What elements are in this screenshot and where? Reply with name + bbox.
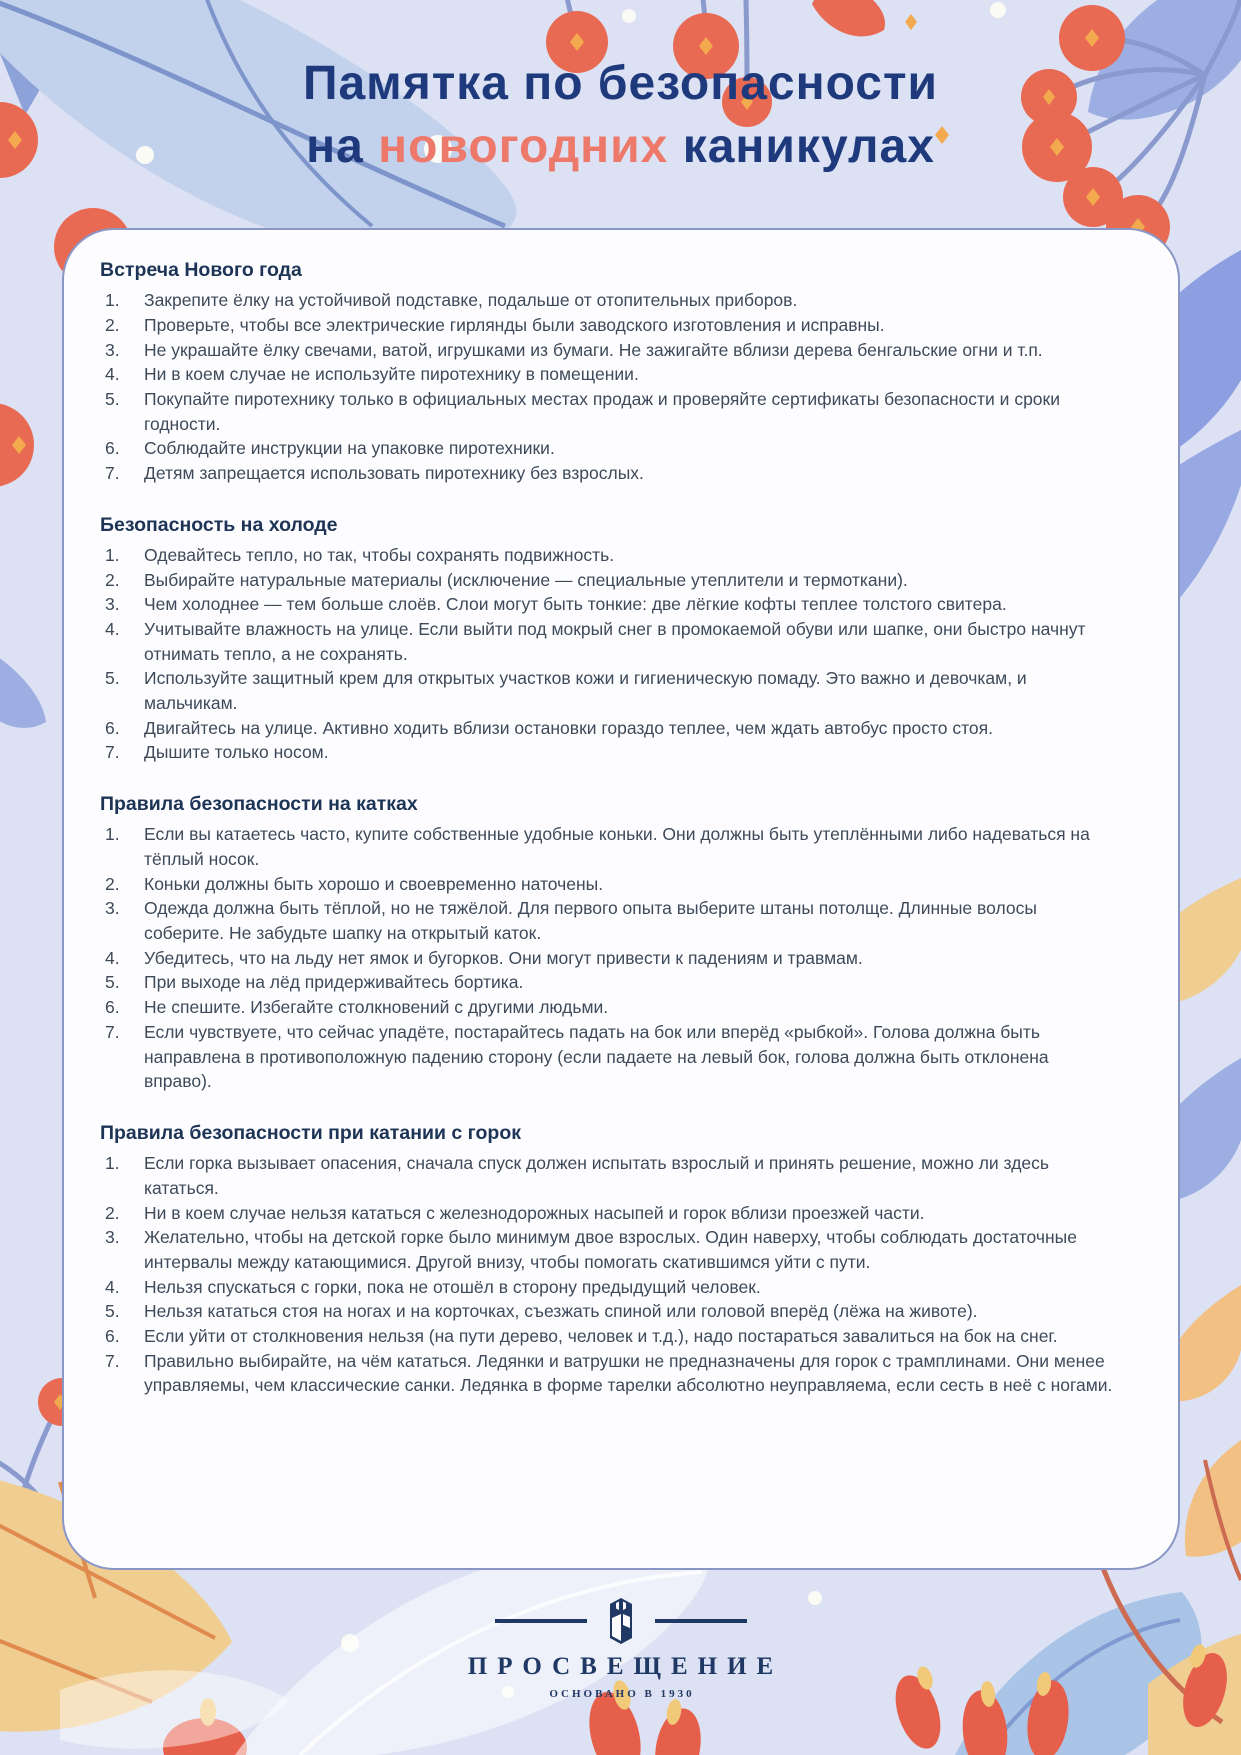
rules-section: [100, 1121, 1120, 1398]
rule-text: При выходе на лёд придерживайтесь бортика.: [144, 972, 524, 993]
section-heading: Правила безопасности на катках: [100, 793, 418, 816]
rule-text: Правильно выбирайте, на чём кататься. Ледянки и ватрушки не предназначены для горок с трамплинами. Они менее управляемы, чем классические санки. Ледянка в форме тарелки абсолютно неуправляема, если сесть в неё с ногами.: [144, 1350, 1113, 1396]
rule-number: 7.: [105, 463, 120, 484]
rule-item: [100, 666, 1120, 715]
rules-list: [100, 822, 1120, 1093]
rule-item: [100, 1201, 1120, 1226]
rule-text: Если горка вызывает опасения, сначала спуск должен испытать взрослый и принять решение, можно ли здесь кататься.: [144, 1153, 1050, 1198]
rule-number: 7.: [105, 742, 120, 763]
rule-item: [100, 362, 1120, 387]
rule-text: Нельзя спускаться с горки, пока не отошёл в сторону предыдущий человек.: [144, 1276, 761, 1297]
title-highlight: новогодних: [378, 120, 669, 174]
rule-item: [100, 740, 1120, 765]
rule-number: 4.: [105, 947, 120, 968]
rule-number: 1.: [105, 290, 120, 311]
rule-text: Если уйти от столкновения нельзя (на пути дерево, человек и т.д.), надо постараться завалиться на бок на снег.: [144, 1325, 1058, 1346]
rule-text: Коньки должны быть хорошо и своевременно наточены.: [144, 873, 604, 894]
rule-item: [100, 313, 1120, 338]
rule-number: 2.: [105, 569, 120, 590]
rule-item: [100, 592, 1120, 617]
rule-text: Убедитесь, что на льду нет ямок и бугорков. Они могут привести к падениям и травмам.: [144, 947, 863, 968]
rule-item: [100, 568, 1120, 593]
rule-number: 2.: [105, 1202, 120, 1223]
rule-item: [100, 716, 1120, 741]
rule-number: 4.: [105, 619, 120, 640]
rule-number: 7.: [105, 1350, 120, 1371]
publisher-book-icon: [602, 1598, 640, 1644]
rule-number: 6.: [105, 438, 120, 459]
rule-item: [100, 1225, 1120, 1274]
rule-text: Используйте защитный крем для открытых участков кожи и гигиеническую помаду. Это важно и девочкам, и мальчикам.: [144, 668, 1027, 714]
rule-item: [100, 1020, 1120, 1094]
rule-number: 3.: [105, 1227, 120, 1248]
rule-number: 2.: [105, 315, 120, 336]
rule-number: 3.: [105, 339, 120, 360]
rule-number: 4.: [105, 1276, 120, 1297]
section-heading: Безопасность на холоде: [100, 513, 338, 536]
rule-number: 1.: [105, 1153, 120, 1174]
title-line-2: [0, 119, 1241, 174]
rule-text: Проверьте, чтобы все электрические гирлянды были заводского изготовления и исправны.: [144, 315, 885, 336]
rule-text: Ни в коем случае нельзя кататься с железнодорожных насыпей и горок вблизи проезжей части.: [144, 1202, 925, 1223]
rule-item: [100, 896, 1120, 945]
rule-number: 6.: [105, 997, 120, 1018]
rule-item: [100, 970, 1120, 995]
rule-text: Чем холоднее — тем больше слоёв. Слои могут быть тонкие: две лёгкие кофты теплее толстого свитера.: [144, 594, 1007, 615]
rule-number: 2.: [105, 873, 120, 894]
rule-item: [100, 617, 1120, 666]
rule-item: [100, 461, 1120, 486]
rule-item: [100, 946, 1120, 971]
section-heading: Встреча Нового года: [100, 259, 302, 281]
rule-number: 5.: [105, 972, 120, 993]
rule-text: Двигайтесь на улице. Активно ходить вблизи остановки гораздо теплее, чем ждать автобус просто стоя.: [144, 717, 993, 738]
content-card: [62, 228, 1180, 1570]
page-title: [0, 56, 1241, 174]
rule-number: 3.: [105, 594, 120, 615]
publisher-name: ПРОСВЕЩЕНИЕ: [467, 1653, 784, 1680]
title-line-1: Памятка по безопасности: [302, 57, 939, 110]
rule-text: Желательно, чтобы на детской горке было минимум двое взрослых. Один наверху, чтобы соблюдать достаточные интервалы между катающимися. Другой внизу, чтобы помогать скатившимся уйти с пути.: [144, 1227, 1077, 1272]
rules-list: [100, 1151, 1120, 1398]
rule-number: 5.: [105, 1301, 120, 1322]
rules-section: [100, 792, 1120, 1094]
rule-item: [100, 288, 1120, 313]
rule-text: Одежда должна быть тёплой, но не тяжёлой. Для первого опыта выберите штаны потолще. Длинные волосы соберите. Не забудьте шапку на открытый каток.: [144, 898, 1037, 944]
title-line2-suffix: каникулах: [682, 120, 935, 174]
rule-item: [100, 1349, 1120, 1398]
rule-number: 4.: [105, 364, 120, 385]
rule-number: 3.: [105, 898, 120, 919]
rule-number: 5.: [105, 389, 120, 410]
logo-row: [0, 1598, 1241, 1644]
title-line2-prefix: на: [306, 120, 364, 174]
rule-text: Если вы катаетесь часто, купите собственные удобные коньки. Они должны быть утеплёнными либо надеваться на тёплый носок.: [144, 824, 1090, 870]
rule-item: [100, 387, 1120, 436]
rules-list: [100, 543, 1120, 765]
publisher-logo: [0, 1598, 1241, 1700]
rule-item: [100, 1151, 1120, 1200]
rule-item: [100, 436, 1120, 461]
rule-text: Закрепите ёлку на устойчивой подставке, подальше от отопительных приборов.: [144, 290, 798, 311]
rules-section: [100, 513, 1120, 765]
rule-number: 6.: [105, 717, 120, 738]
rule-text: Детям запрещается использовать пиротехнику без взрослых.: [144, 463, 644, 484]
rule-number: 7.: [105, 1021, 120, 1042]
rule-text: Покупайте пиротехнику только в официальных местах продаж и проверяйте сертификаты безопасности и сроки годности.: [144, 389, 1060, 434]
rule-item: [100, 822, 1120, 871]
rule-text: Соблюдайте инструкции на упаковке пиротехники.: [144, 438, 555, 459]
rule-text: Если чувствуете, что сейчас упадёте, постарайтесь падать на бок или вперёд «рыбкой». Голова должна быть направлена в противоположную падению сторону (если падаете на левый бок, голова должна быть отклонена вправо).: [144, 1021, 1049, 1092]
section-heading: Правила безопасности при катании с горок: [100, 1121, 521, 1144]
rule-number: 1.: [105, 824, 120, 845]
rules-section: [100, 258, 1120, 486]
rule-item: [100, 1275, 1120, 1300]
rule-item: [100, 1324, 1120, 1349]
rule-text: Нельзя кататься стоя на ногах и на корточках, съезжать спиной или головой вперёд (лёжа на животе).: [144, 1301, 978, 1322]
rule-number: 5.: [105, 668, 120, 689]
logo-left-rule: [495, 1619, 587, 1623]
rule-item: [100, 995, 1120, 1020]
rule-item: [100, 1299, 1120, 1324]
rules-list: [100, 288, 1120, 485]
rule-text: Одевайтесь тепло, но так, чтобы сохранять подвижность.: [144, 545, 615, 566]
rule-text: Учитывайте влажность на улице. Если выйти под мокрый снег в промокаемой обуви или шапке, они быстро начнут отнимать тепло, а не сохранять.: [144, 619, 1086, 664]
rule-text: Дышите только носом.: [144, 742, 329, 763]
publisher-founded: ОСНОВАНО В 1930: [549, 1688, 695, 1700]
rule-item: [100, 872, 1120, 897]
rule-text: Выбирайте натуральные материалы (исключение — специальные утеплители и термоткани).: [144, 569, 908, 590]
logo-right-rule: [655, 1619, 747, 1623]
rule-text: Не спешите. Избегайте столкновений с другими людьми.: [144, 997, 609, 1018]
rule-number: 6.: [105, 1325, 120, 1346]
rule-item: [100, 543, 1120, 568]
rule-number: 1.: [105, 545, 120, 566]
rule-text: Ни в коем случае не используйте пиротехнику в помещении.: [144, 364, 639, 385]
rule-text: Не украшайте ёлку свечами, ватой, игрушками из бумаги. Не зажигайте вблизи дерева бенгальские огни и т.п.: [144, 339, 1043, 360]
rule-item: [100, 338, 1120, 363]
